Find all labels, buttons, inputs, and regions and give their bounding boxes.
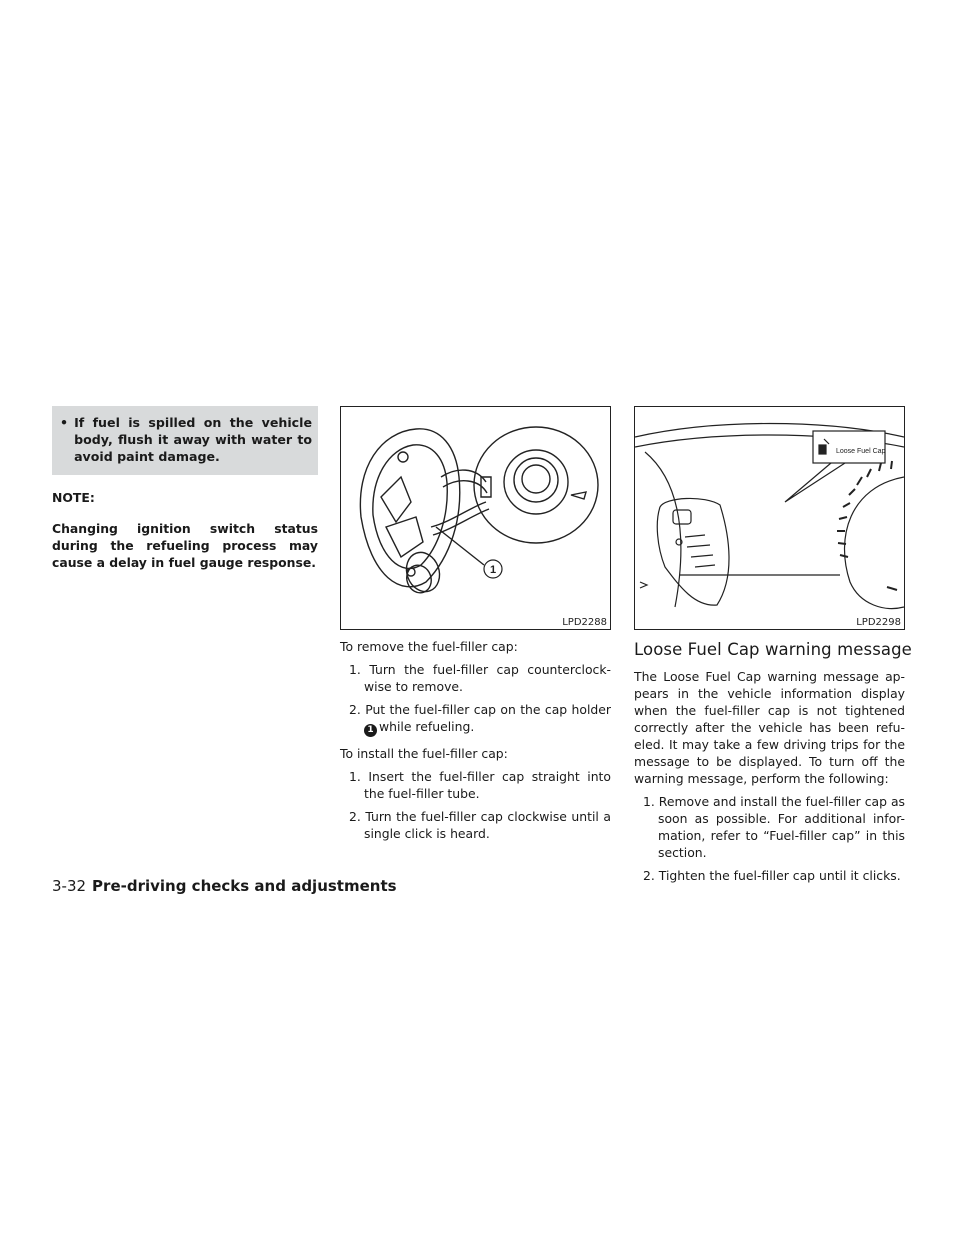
section-paragraph: The Loose Fuel Cap warning message ap- pears in the vehicle information display when the fuel-filler cap is not tightened correctly after the vehicle has been refu- eled. It may take a few driving trips for the message to be displayed. To turn off the warning message, perform the following: bbox=[634, 669, 905, 786]
loose-fuel-cap-figure bbox=[634, 406, 905, 630]
page-footer bbox=[52, 877, 397, 895]
install-step-2: 2. Turn the fuel-filler cap clockwise until a single click is heard. bbox=[349, 809, 611, 841]
figure-label: LPD2298 bbox=[856, 617, 901, 628]
figure-callout-1: 1 bbox=[489, 564, 497, 576]
display-message-text: Loose Fuel Cap bbox=[836, 448, 886, 455]
note-text: Changing ignition switch status during the refueling process may cause a delay in fuel gauge response. bbox=[52, 521, 318, 570]
loose-cap-step-2: 2. Tighten the fuel-filler cap until it clicks. bbox=[643, 868, 901, 883]
chapter-title: Pre-driving checks and adjustments bbox=[92, 877, 397, 895]
page-number: 3-32 bbox=[52, 877, 87, 895]
remove-step-2: 2. Put the fuel-filler cap on the cap holder 1 while refueling. bbox=[349, 702, 611, 735]
middle-column bbox=[340, 406, 611, 842]
figure-label: LPD2288 bbox=[562, 617, 607, 628]
install-intro: To install the fuel-filler cap: bbox=[340, 746, 508, 761]
remove-step-1: 1. Turn the fuel-filler cap counterclock- wise to remove. bbox=[349, 662, 611, 694]
remove-intro: To remove the fuel-filler cap: bbox=[340, 639, 518, 654]
right-column bbox=[634, 406, 912, 884]
instrument-cluster-illustration bbox=[635, 407, 904, 629]
install-step-1: 1. Insert the fuel-filler cap straight into the fuel-filler tube. bbox=[349, 769, 611, 801]
note-heading: NOTE: bbox=[52, 490, 95, 505]
callout-1-icon: 1 bbox=[364, 724, 377, 737]
section-title: Loose Fuel Cap warning message bbox=[634, 640, 912, 659]
warning-bullet: • bbox=[60, 415, 69, 430]
fuel-filler-cap-figure bbox=[340, 406, 611, 630]
loose-cap-step-1: 1. Remove and install the fuel-filler cap as soon as possible. For additional infor- mation, refer to “Fuel-filler cap” in this section. bbox=[643, 794, 905, 860]
warning-text: If fuel is spilled on the vehicle body, flush it away with water to avoid paint damage. bbox=[74, 415, 312, 464]
warning-box bbox=[52, 406, 318, 475]
left-column bbox=[52, 406, 318, 571]
fuel-filler-door-illustration bbox=[341, 407, 610, 629]
